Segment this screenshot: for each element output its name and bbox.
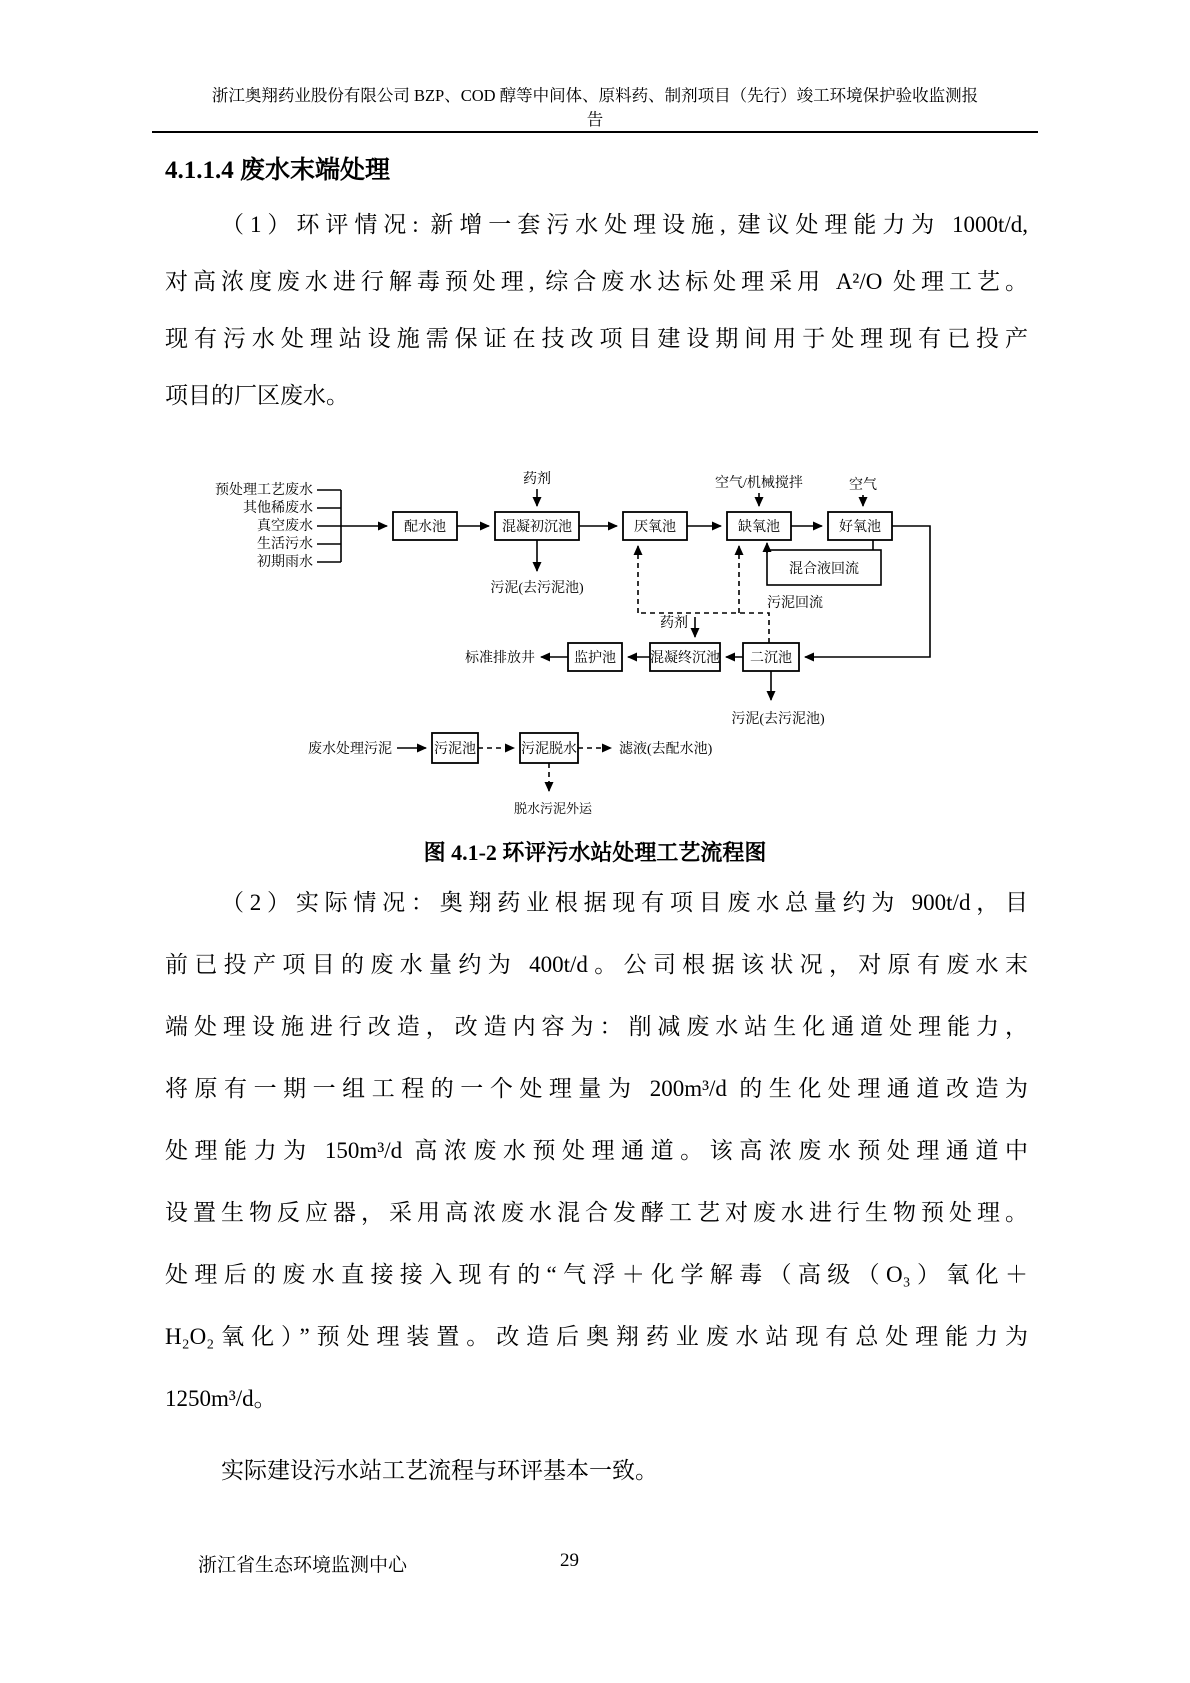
node-anoxic-tank: [727, 512, 791, 540]
paragraph-line: （1）环评情况: 新增一套污水处理设施, 建议处理能力为 1000t/d,: [221, 212, 1028, 237]
paragraph-1: [165, 196, 1028, 424]
svg-text:污泥脱水: 污泥脱水: [521, 742, 577, 757]
paragraph-line: 端处理设施进行改造，改造内容为：削减废水站生化通道处理能力，: [165, 1014, 1028, 1039]
paragraph-line: 项目的厂区废水。: [165, 383, 349, 408]
node-distribution-tank: [393, 512, 457, 540]
svg-text:混凝终沉池: 混凝终沉池: [650, 651, 720, 666]
node-coagulation-final-tank: [650, 643, 720, 671]
svg-text:厌氧池: 厌氧池: [634, 520, 676, 535]
chemical-dosing-label: 药剂: [523, 472, 551, 487]
paragraph-line: 现有污水处理站设施需保证在技改项目建设期间用于处理现有已投产: [165, 326, 1028, 351]
footer-organization: 浙江省生态环境监测中心: [198, 1555, 408, 1576]
paragraph-line: 对高浓度废水进行解毒预处理, 综合废水达标处理采用 A²/O 处理工艺。: [165, 269, 1028, 294]
svg-text:混凝初沉池: 混凝初沉池: [502, 520, 572, 535]
header-line-2: 告: [586, 110, 604, 129]
flow-diagram-svg: [195, 435, 1040, 825]
influent-label: 生活污水: [257, 537, 313, 552]
svg-text:混合液回流: 混合液回流: [789, 562, 859, 577]
paragraph-line: 1250m³/d。: [165, 1386, 277, 1411]
chemical-dosing-label-2: 药剂: [660, 616, 688, 631]
paragraph-line: 处理能力为 150m³/d 高浓废水预处理通道。该高浓废水预处理通道中: [165, 1138, 1028, 1163]
node-coagulation-primary-tank: [495, 512, 579, 540]
paragraph-line: 处理后的废水直接接入现有的“气浮＋化学解毒（高级（O₃）氧化＋: [165, 1262, 1028, 1287]
paragraph-2: [165, 872, 1028, 1430]
node-aerobic-tank: [828, 512, 892, 540]
svg-text:二沉池: 二沉池: [750, 651, 792, 666]
standard-outfall-label: 标准排放井: [465, 651, 535, 666]
header-divider: [152, 131, 1038, 133]
footer-page-number: 29: [560, 1550, 579, 1571]
node-sludge-dewatering: [520, 733, 578, 763]
svg-text:配水池: 配水池: [404, 520, 446, 535]
secondary-sludge-out-label: 污泥(去污泥池): [731, 712, 825, 727]
primary-sludge-out-label: 污泥(去污泥池): [490, 581, 584, 596]
mixed-liquor-return: [767, 540, 881, 585]
paragraph-line: （2）实际情况：奥翔药业根据现有项目废水总量约为 900t/d，目: [221, 890, 1028, 915]
svg-text:监护池: 监护池: [574, 651, 616, 666]
section-title: 4.1.1.4 废水末端处理: [165, 157, 391, 184]
node-secondary-sedimentation-tank: [743, 643, 799, 671]
header-line-1: 浙江奥翔药业股份有限公司 BZP、COD 醇等中间体、原料药、制剂项目（先行）竣工环境保护验收监测报: [211, 86, 979, 105]
wastewater-sludge-label: 废水处理污泥: [308, 742, 392, 757]
svg-text:污泥池: 污泥池: [434, 742, 476, 757]
air-mechanical-mix-label: 空气/机械搅拌: [715, 476, 803, 491]
paragraph-3: 实际建设污水站工艺流程与环评基本一致。: [221, 1458, 658, 1483]
svg-text:好氧池: 好氧池: [839, 520, 881, 535]
influent-label: 其他稀废水: [243, 501, 313, 516]
influent-label: 初期雨水: [257, 555, 313, 570]
air-label: 空气: [849, 478, 877, 493]
influent-label: 真空废水: [257, 519, 313, 534]
dewatered-sludge-out-label: 脱水污泥外运: [513, 801, 593, 816]
page-header: [155, 84, 1035, 132]
main-flow-arrows: [457, 489, 930, 657]
influent-label: 预处理工艺废水: [215, 483, 313, 498]
node-sludge-tank: [432, 733, 478, 763]
node-monitoring-tank: [568, 643, 622, 671]
influent-bracket: [317, 490, 387, 562]
process-flow-diagram: [195, 435, 1040, 825]
paragraph-line: 前已投产项目的废水量约为 400t/d。公司根据该状况，对原有废水末: [165, 952, 1028, 977]
paragraph-line: 设置生物反应器，采用高浓废水混合发酵工艺对废水进行生物预处理。: [165, 1200, 1028, 1225]
node-anaerobic-tank: [623, 512, 687, 540]
filtrate-label: 滤液(去配水池): [619, 742, 713, 757]
paragraph-line: 将原有一期一组工程的一个处理量为 200m³/d 的生化处理通道改造为: [165, 1076, 1028, 1101]
svg-text:污泥回流: 污泥回流: [767, 596, 823, 611]
figure-caption: 图 4.1-2 环评污水站处理工艺流程图: [423, 840, 767, 865]
paragraph-line: H₂O₂氧化）”预处理装置。改造后奥翔药业废水站现有总处理能力为: [165, 1324, 1028, 1349]
svg-text:缺氧池: 缺氧池: [738, 520, 780, 535]
influent-labels: [215, 481, 313, 570]
